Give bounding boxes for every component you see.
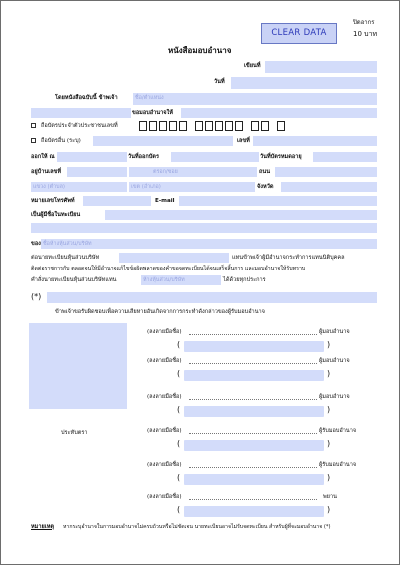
phone-label: หมายเลขโทรศัพท์: [31, 198, 75, 204]
expiry-date-field[interactable]: [313, 152, 377, 162]
paren-close: ): [327, 473, 331, 482]
paren-open: (: [177, 369, 181, 378]
id-digit-box[interactable]: [261, 121, 269, 131]
sig-label: (ลงลายมือชื่อ): [147, 462, 182, 468]
sig-line: [189, 363, 317, 364]
issued-at-label: ออกให้ ณ: [31, 154, 55, 160]
witness-role-label: พยาน: [323, 494, 337, 500]
written-at-field[interactable]: [265, 61, 377, 73]
road-field[interactable]: [275, 167, 377, 177]
stamp-note-line1: ปิดอากร: [353, 19, 375, 26]
expiry-date-label: วันที่บัตรหมดอายุ: [260, 154, 302, 160]
grantee-printed-name-field[interactable]: [184, 474, 324, 485]
grantor-printed-name-field[interactable]: [184, 406, 324, 417]
id-digit-box[interactable]: [277, 121, 285, 131]
of-company-label: ของ: [31, 241, 41, 247]
note-text: หากระบุอำนาจในการมอบอำนาจไม่ครบถ้วนหรือไม่ชัดเจน นายทะเบียนอาจไม่รับจดทะเบียน สำหรับผู้ที่จะมอบอำนาจ (*): [63, 524, 331, 530]
id-digit-box[interactable]: [195, 121, 203, 131]
province-field[interactable]: [281, 182, 377, 192]
paren-open: (: [177, 473, 181, 482]
id-digit-box[interactable]: [235, 121, 243, 131]
paren-close: ): [327, 405, 331, 414]
soi-placeholder: ตรอก/ซอย: [153, 169, 178, 175]
seal-area: [29, 323, 127, 409]
date-label: วันที่: [214, 79, 225, 85]
address-no-field[interactable]: [67, 167, 127, 177]
sig-label: (ลงลายมือชื่อ): [147, 394, 182, 400]
grantee-role-label: ผู้รับมอบอำนาจ: [319, 462, 357, 468]
paren-open: (: [177, 340, 181, 349]
star-mark: (*): [31, 292, 42, 301]
clear-data-button[interactable]: CLEAR DATA: [261, 23, 337, 44]
id-digit-box[interactable]: [251, 121, 259, 131]
sig-line: [189, 467, 317, 468]
body-line1-a: ต่อนายทะเบียนหุ้นส่วนบริษัท: [31, 255, 100, 261]
other-card-checkbox[interactable]: [31, 138, 36, 143]
grantor-role-label: ผู้มอบอำนาจ: [319, 329, 350, 335]
id-digit-box[interactable]: [215, 121, 223, 131]
issued-at-field[interactable]: [57, 152, 127, 162]
issue-date-label: วันที่ออกบัตร: [128, 154, 159, 160]
other-card-label: ถือบัตรอื่น (ระบุ): [41, 138, 81, 144]
email-label: E-mail: [155, 198, 175, 204]
grantee-name-field[interactable]: [181, 108, 377, 118]
grantee-printed-name-field[interactable]: [184, 440, 324, 451]
grantor-printed-name-field[interactable]: [184, 370, 324, 381]
card-number-label: เลขที่: [237, 138, 250, 144]
additional-authority-field[interactable]: [47, 292, 377, 303]
sig-line: [189, 399, 317, 400]
road-label: ถนน: [259, 169, 271, 175]
id-digit-box[interactable]: [225, 121, 233, 131]
body-line3-b: ได้ด้วยทุกประการ: [223, 277, 266, 283]
grantor-role-label: ผู้มอบอำนาจ: [319, 394, 350, 400]
sig-label: (ลงลายมือชื่อ): [147, 329, 182, 335]
grantor-name-field[interactable]: [133, 93, 377, 105]
stamp-note-line2: 10 บาท: [353, 30, 378, 38]
written-at-label: เขียนที่: [244, 63, 261, 69]
paren-open: (: [177, 505, 181, 514]
body-line1-b: แทนข้าพเจ้าผู้มีอำนาจกระทำการแทนนิติบุคคล: [232, 255, 345, 261]
id-digit-box[interactable]: [139, 121, 147, 131]
address-no-label: อยู่บ้านเลขที่: [31, 169, 62, 175]
sig-line: [189, 334, 317, 335]
note-label: หมายเหตุ: [31, 524, 55, 530]
registered-as-field[interactable]: [105, 210, 377, 220]
id-digit-box[interactable]: [149, 121, 157, 131]
witness-printed-name-field[interactable]: [184, 506, 324, 517]
id-digit-box[interactable]: [205, 121, 213, 131]
date-field[interactable]: [231, 77, 377, 89]
authorize-label: ขอมอบอำนาจให้: [132, 110, 173, 116]
paren-close: ): [327, 340, 331, 349]
sig-label: (ลงลายมือชื่อ): [147, 358, 182, 364]
soi-field[interactable]: [129, 167, 257, 177]
paren-close: ): [327, 439, 331, 448]
sig-line: [189, 433, 317, 434]
id-digit-box[interactable]: [169, 121, 177, 131]
id-digit-box[interactable]: [159, 121, 167, 131]
page-title: หนังสือมอบอำนาจ: [168, 46, 232, 55]
grantee-role-label: ผู้รับมอบอำนาจ: [319, 428, 357, 434]
registered-as-label: เป็นผู้มีชื่อในทะเบียน: [31, 212, 81, 218]
body-line2: ติดต่อราชการกับ ตลอดจนให้มีอำนาจแก้ไขข้อผิดพลาดของคำขอจดทะเบียนได้จนเสร็จสิ้นการ และมอบอำนาจให้รับทราบ: [31, 266, 306, 272]
seal-label: ประทับตรา: [61, 430, 88, 436]
company-name-placeholder: ชื่อห้างหุ้นส่วน/บริษัท: [43, 241, 92, 247]
grantee-prefix-field[interactable]: [31, 108, 131, 118]
paren-open: (: [177, 405, 181, 414]
sig-label: (ลงลายมือชื่อ): [147, 494, 182, 500]
province-label: จังหวัด: [257, 184, 274, 190]
registered-as-field-2[interactable]: [31, 223, 377, 233]
phone-field[interactable]: [83, 196, 151, 206]
sig-label: (ลงลายมือชื่อ): [147, 428, 182, 434]
subdistrict-placeholder: แขวง (ตำบล): [33, 184, 65, 190]
company-name-placeholder-2: ห้างหุ้นส่วน/บริษัท: [143, 277, 185, 283]
district-placeholder: เขต (อำเภอ): [131, 184, 161, 190]
by-this-label: โดยหนังสือฉบับนี้ ข้าพเจ้า: [55, 95, 118, 101]
registrar-office-field[interactable]: [119, 253, 229, 263]
grantor-printed-name-field[interactable]: [184, 341, 324, 352]
email-field[interactable]: [179, 196, 377, 206]
responsibility-text: ข้าพเจ้าขอรับผิดชอบเพื่อความเสียหายอันเกิดจากการกระทำดังกล่าวของผู้รับมอบอำนาจ: [55, 309, 265, 315]
other-card-type-field[interactable]: [93, 136, 233, 146]
id-card-checkbox[interactable]: [31, 123, 36, 128]
card-number-field[interactable]: [253, 136, 377, 146]
id-digit-box[interactable]: [179, 121, 187, 131]
grantor-role-label: ผู้มอบอำนาจ: [319, 358, 350, 364]
paren-close: ): [327, 505, 331, 514]
grantor-name-placeholder: ชื่อ/ตำแหน่ง: [135, 95, 164, 101]
issue-date-field[interactable]: [171, 152, 259, 162]
paren-open: (: [177, 439, 181, 448]
paren-close: ): [327, 369, 331, 378]
id-card-label: ถือบัตรประจำตัวประชาชนเลขที่: [41, 123, 118, 129]
sig-line: [189, 499, 317, 500]
body-line3-a: คำสั่งนายทะเบียนหุ้นส่วนบริษัทแทน: [31, 277, 117, 283]
